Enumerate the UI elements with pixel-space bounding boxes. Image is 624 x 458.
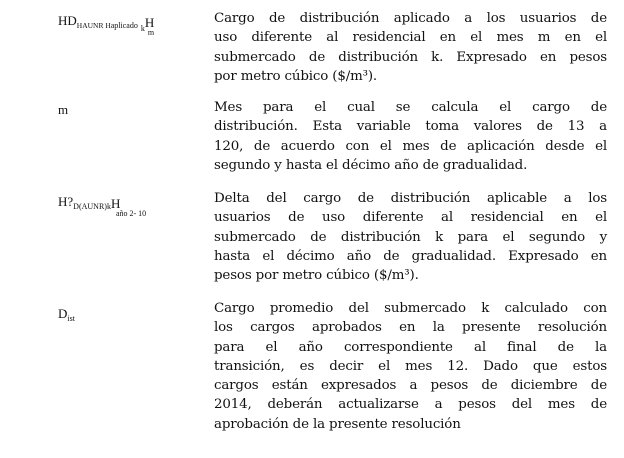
- term-symbol: HD: [58, 13, 77, 28]
- term-superscript: H: [144, 15, 155, 30]
- definition-line: distribución. Esta variable toma valores de 13 a: [214, 119, 607, 135]
- definition-line: pesos por metro cúbico ($/m³).: [214, 268, 419, 284]
- term-subscript: aplicado: [110, 21, 138, 30]
- definition-text: [214, 299, 607, 434]
- term-delta-cargo: [58, 194, 147, 218]
- term-subscript: m: [147, 28, 155, 37]
- definition-line: Mes para el cual se calcula el cargo de: [214, 100, 607, 115]
- definition-line: Cargo de distribución aplicado a los usuarios de: [214, 11, 607, 26]
- definition-line: 2014, deberán actualizarse a pesos del mes de: [214, 397, 607, 413]
- definition-text: [214, 98, 607, 175]
- definition-line: usuarios de uso diferente al residencial en el: [214, 210, 607, 226]
- definition-line: hasta el décimo año de gradualidad. Expresado en: [214, 248, 607, 264]
- definition-line: los cargos aprobados en la presente resolución: [214, 320, 607, 336]
- term-mes: [58, 102, 68, 118]
- definition-line: submercado de distribución k para el segundo y: [214, 229, 607, 245]
- definition-line: Cargo promedio del submercado k calculado con: [214, 301, 607, 316]
- term-subscript: HAUNR H: [76, 21, 111, 30]
- term-subscript: año 2- 10: [115, 209, 147, 218]
- definition-line: por metro cúbico ($/m³).: [214, 68, 378, 84]
- definition-line: uso diferente al residencial en el mes m en el: [214, 30, 607, 46]
- term-subscript: k: [140, 24, 145, 33]
- term-subscript: ist: [67, 314, 75, 323]
- definition-line: para el año correspondiente al final de la: [214, 339, 607, 355]
- term-superscript: H: [110, 196, 121, 211]
- definition-text: [214, 9, 607, 86]
- definition-line: Delta del cargo de distribución aplicable a los: [214, 191, 607, 206]
- term-dist: [58, 306, 75, 323]
- definition-line: submercado de distribución k. Expresado en pesos: [214, 49, 607, 65]
- definition-line: 120, de acuerdo con el mes de aplicación desde el: [214, 138, 607, 154]
- definition-line: transición, es decir el mes 12. Dado que estos: [214, 358, 607, 374]
- definition-line: aprobación de la presente resolución: [214, 416, 461, 432]
- definition-line: segundo y hasta el décimo año de gradualidad.: [214, 157, 528, 173]
- term-symbol: H?: [58, 194, 74, 209]
- term-cargo-distribucion-aplicado: [58, 13, 159, 37]
- term-subscript: D(AUNR)k: [73, 202, 111, 211]
- definition-text: [214, 189, 607, 285]
- term-symbol: m: [58, 102, 69, 117]
- term-symbol: D: [58, 306, 68, 321]
- definition-line: cargos están expresados a pesos de diciembre de: [214, 378, 607, 394]
